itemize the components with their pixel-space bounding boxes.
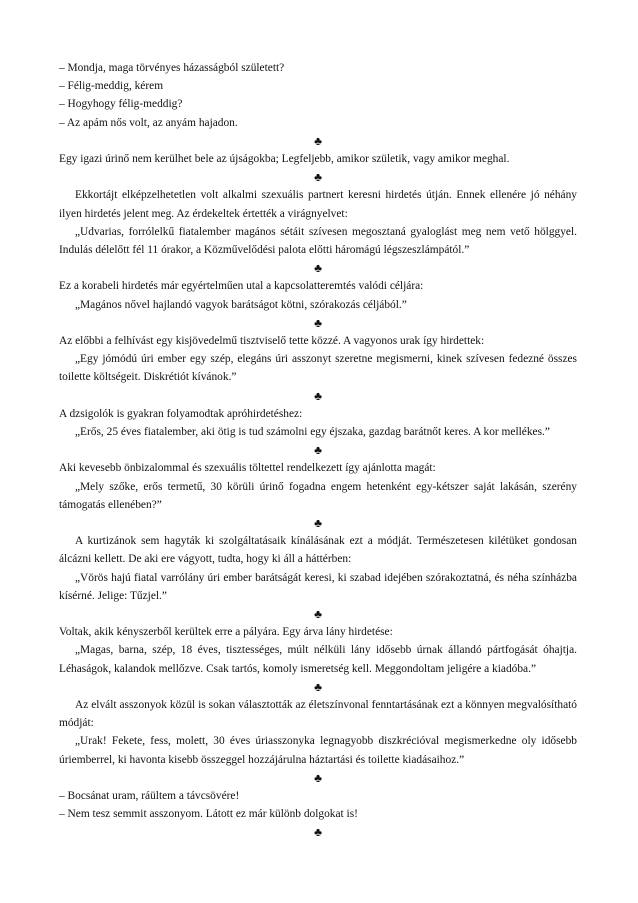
paragraph: Az előbbi a felhívást egy kisjövedelmű tisztviselő tette közzé. A vagyonos urak így hirdettek: [59,334,485,347]
paragraph: A dzsigolók is gyakran folyamodtak apróhirdetéshez: [59,407,303,420]
paragraph: Egy igazi úrinő nem kerülhet bele az újságokba; Legfeljebb, amikor születik, vagy amikor meghal. [59,153,510,165]
separator-club-icon: ♣ [314,388,322,403]
paragraph: Voltak, akik kényszerből kerültek erre a pályára. Egy árva lány hirdetése: [59,626,393,639]
paragraph-indented: Ekkortájt elképzelhetetlen volt alkalmi szexuális partnert keresni hirdetés útján. Ennek ellenére jó néhány ilyen hirdetés jelent meg. Az érdekeltek értették a virágnyelvet: [59,189,577,220]
separator-club-icon: ♣ [314,133,322,148]
separator-club-icon: ♣ [314,261,322,276]
dialogue-line: – Mondja, maga törvényes házasságból született? [59,62,285,74]
separator-club-icon: ♣ [314,679,322,694]
dialogue-line: – Hogyhogy félig-meddig? [59,98,183,111]
document-page [59,59,577,842]
paragraph-indented: „Mely szőke, erős termetű, 30 körüli úrinő fogadna engem hetenként egy-kétszer saját lakásán, szerény támogatás ellenében?” [59,480,577,511]
paragraph-indented: Az elvált asszonyok közül is sokan választották az életszínvonal fenntartásának ezt a könnyen megvalósítható módját: [59,698,577,730]
paragraph: Aki kevesebb önbizalommal és szexuális töltettel rendelkezett így ajánlotta magát: [59,462,436,475]
separator-club-icon: ♣ [314,770,322,785]
paragraph-indented: „Erős, 25 éves fiatalember, aki ötig is tud számolni egy éjszaka, gazdag barátnőt keres. A kor mellékes.” [75,425,550,438]
dialogue-line: – Az apám nős volt, az anyám hajadon. [59,116,238,129]
paragraph-indented: „Vörös hajú fiatal varrólány úri ember barátságát keresi, ki szabad idejében szórakoztatná, és néha színházba kísérné. Jelige: Tűzjel.” [59,571,577,602]
separator-club-icon: ♣ [314,170,322,185]
dialogue-line: – Nem tesz semmit asszonyom. Látott ez már különb dolgokat is! [59,808,358,821]
separator-club-icon: ♣ [314,606,322,621]
separator-club-icon: ♣ [314,825,322,840]
paragraph: Ez a korabeli hirdetés már egyértelműen utal a kapcsolatteremtés valódi céljára: [59,280,424,293]
paragraph-indented: „Udvarias, forrólelkű fiatalember magános sétáit szívesen megosztaná gyaloglást meg nem vető hölggyel. Indulás délelőtt fél 11 órakor, a Közművelődési palota előtti háromágú légszeszlámpától.” [59,225,577,256]
paragraph-indented: „Urak! Fekete, fess, molett, 30 éves úriasszonyka legnagyobb diszkrécióval megismerkedne oly idősebb úriemberrel, ki havonta kisebb összeggel hozzájárulna háztartási és toilette kiadásaihoz.” [59,735,577,766]
separator-club-icon: ♣ [314,315,322,330]
separator-club-icon: ♣ [314,443,322,458]
dialogue-line: – Bocsánat uram, ráültem a távcsövére! [59,789,240,802]
paragraph-indented: A kurtizánok sem hagyták ki szolgáltatásaik kínálásának ezt a módját. Természetesen kilétüket gondosan álcázni kellett. De aki ere vágyott, tudta, hogy ki áll a háttérben: [59,535,577,566]
paragraph-indented: „Egy jómódú úri ember egy szép, elegáns úri asszonyt szeretne megismerni, kinek szívesen fedezné összes toilette költségeit. Diskrétiót kívánok.” [59,353,577,384]
dialogue-line: – Félig-meddig, kérem [59,80,164,93]
paragraph-indented: „Magas, barna, szép, 18 éves, tisztességes, múlt nélküli lány idősebb úrnak állandó pártfogását óhajtja. Léhaságok, kalandok mellőzve. Csak tartós, komoly ismeretség kell. Meggondoltam jeligére a kiadóba.” [59,644,577,675]
paragraph-indented: „Magános nővel hajlandó vagyok barátságot kötni, szórakozás céljából.” [75,298,407,311]
separator-club-icon: ♣ [314,515,322,530]
